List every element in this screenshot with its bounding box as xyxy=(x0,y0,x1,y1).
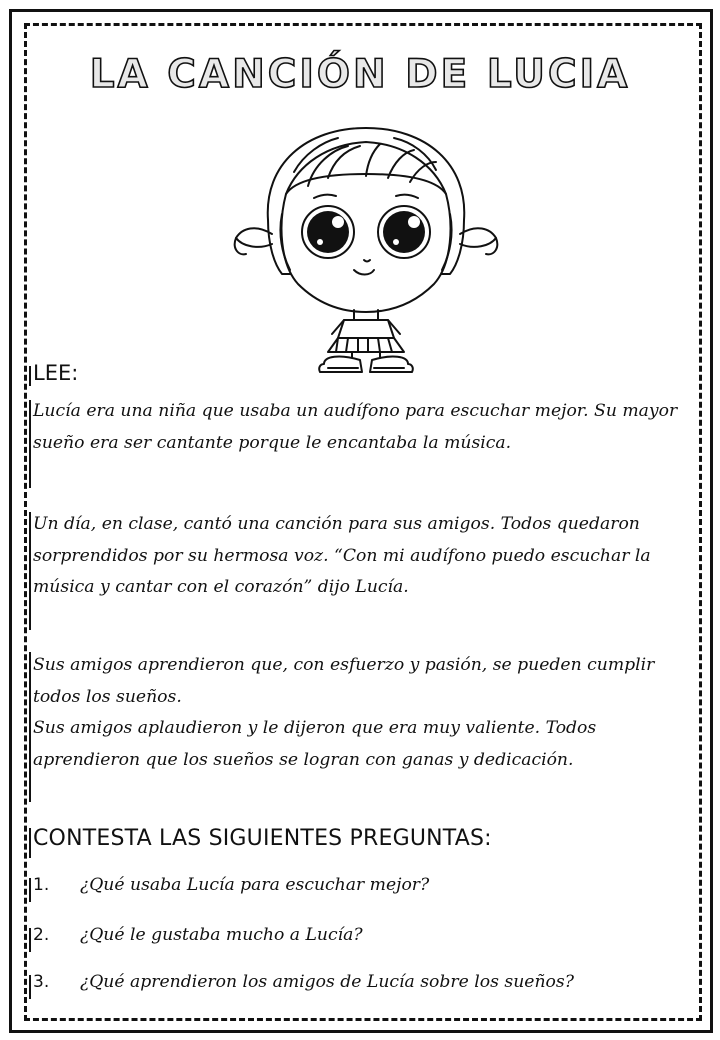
question-number: 3. xyxy=(33,972,50,992)
question-number: 2. xyxy=(33,925,50,945)
margin-line xyxy=(29,366,31,386)
margin-line xyxy=(29,878,31,902)
question-text: ¿Qué le gustaba mucho a Lucía? xyxy=(80,925,363,945)
story-paragraph-2: Un día, en clase, cantó una canción para sus amigos. Todos quedaron sorprendidos por su hermosa voz. “Con mi audífono puedo escuchar la música y cantar con el corazón” dijo Lucía. xyxy=(33,514,651,597)
margin-line xyxy=(29,828,31,858)
margin-line xyxy=(29,652,31,802)
worksheet-title: LA CANCIÓN DE LUCIA xyxy=(89,52,631,97)
margin-line xyxy=(29,975,31,999)
question-text: ¿Qué aprendieron los amigos de Lucía sobre los sueños? xyxy=(80,972,574,992)
story-paragraph-1: Lucía era una niña que usaba un audífono para escuchar mejor. Su mayor sueño era ser cantante porque le encantaba la música. xyxy=(33,401,678,453)
story-paragraph-4: Sus amigos aplaudieron y le dijeron que era muy valiente. Todos aprendieron que los sueños se logran con ganas y dedicación. xyxy=(33,718,597,770)
questions-heading: CONTESTA LAS SIGUIENTES PREGUNTAS: xyxy=(33,826,492,851)
read-heading: LEE: xyxy=(33,361,79,385)
question-text: ¿Qué usaba Lucía para escuchar mejor? xyxy=(80,875,430,895)
story-paragraph-3: Sus amigos aprendieron que, con esfuerzo y pasión, se pueden cumplir todos los sueños. xyxy=(33,655,655,707)
margin-line xyxy=(29,512,31,630)
question-item xyxy=(33,875,429,895)
margin-line xyxy=(29,928,31,952)
question-number: 1. xyxy=(33,875,50,895)
margin-line xyxy=(29,400,31,488)
question-item xyxy=(33,972,574,992)
question-item xyxy=(33,925,363,945)
girl-illustration xyxy=(228,124,504,376)
